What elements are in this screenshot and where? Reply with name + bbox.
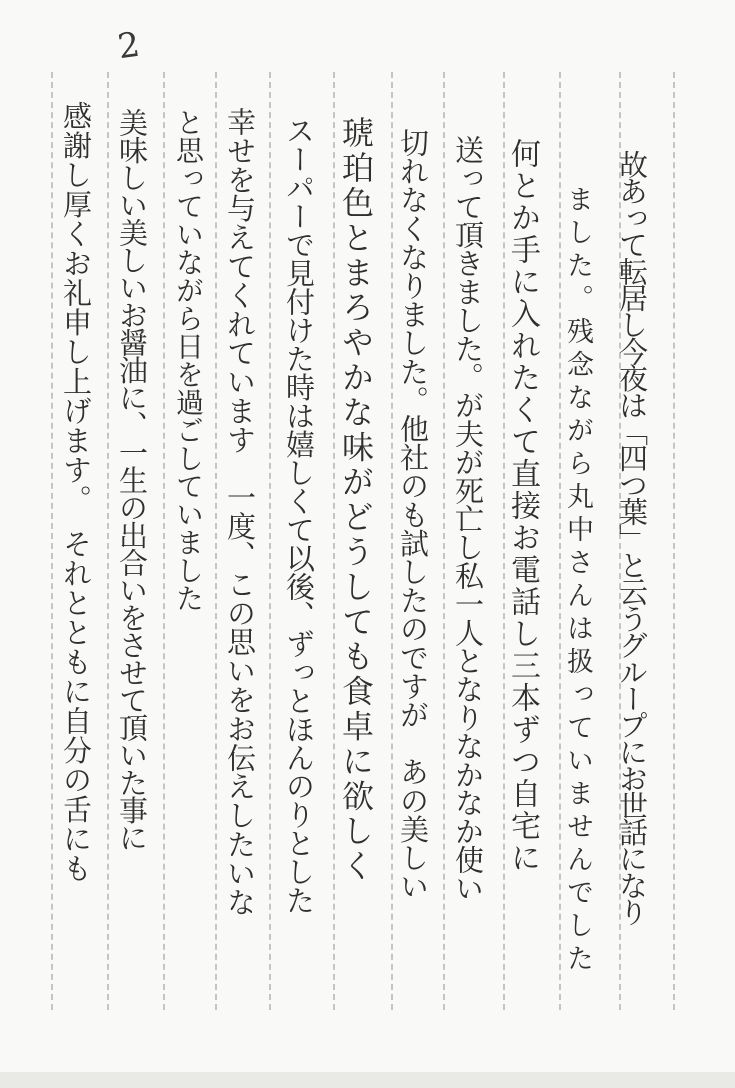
text-column-3: 何とか手に入れたくて直接お電話し三本ずつ自宅に bbox=[505, 138, 540, 874]
ruling-line bbox=[215, 72, 217, 1010]
text-column-5: 切れなくなりました。他社のも試したのですが あの美しい bbox=[396, 128, 430, 901]
text-column-10: 美味しい美しいお醤油に、一生の出合いをさせて頂いた事に bbox=[115, 108, 149, 851]
text-column-7: スーパーで見付けた時は嬉しくて以後、ずっとほんのりとした bbox=[282, 116, 316, 914]
page-number: 2 bbox=[115, 24, 143, 68]
ruling-line bbox=[391, 72, 393, 1010]
text-column-11: 感謝し厚くお礼申し上げます。 それとともに自分の舌にも bbox=[59, 101, 93, 883]
ruling-line bbox=[333, 72, 335, 1010]
ruling-line bbox=[107, 72, 109, 1010]
text-column-4: 送って頂きました。が夫が死亡し私一人となりなかなか使い bbox=[451, 135, 485, 902]
text-column-1: 故あって転居し今夜は「四つ葉」と云うグループにお世話になり bbox=[615, 150, 649, 925]
text-column-8: 幸せを与えてくれています 一度、この思いをお伝えしたいな bbox=[223, 107, 257, 917]
ruling-line bbox=[673, 72, 675, 1010]
ruling-line bbox=[163, 72, 165, 1010]
ruling-line bbox=[559, 72, 561, 1010]
ruling-line bbox=[443, 72, 445, 1010]
text-column-6: 琥珀色とまろやかな味がどうしても食卓に欲しく bbox=[337, 116, 375, 884]
text-column-2: ました。残念ながら丸中さんは扱っていませんでした bbox=[562, 185, 593, 977]
ruling-line bbox=[269, 72, 271, 1010]
text-column-9: と思っていながら日を過ごしていました bbox=[172, 108, 205, 612]
scan-bottom-edge bbox=[0, 1072, 735, 1088]
ruling-line bbox=[51, 72, 53, 1010]
